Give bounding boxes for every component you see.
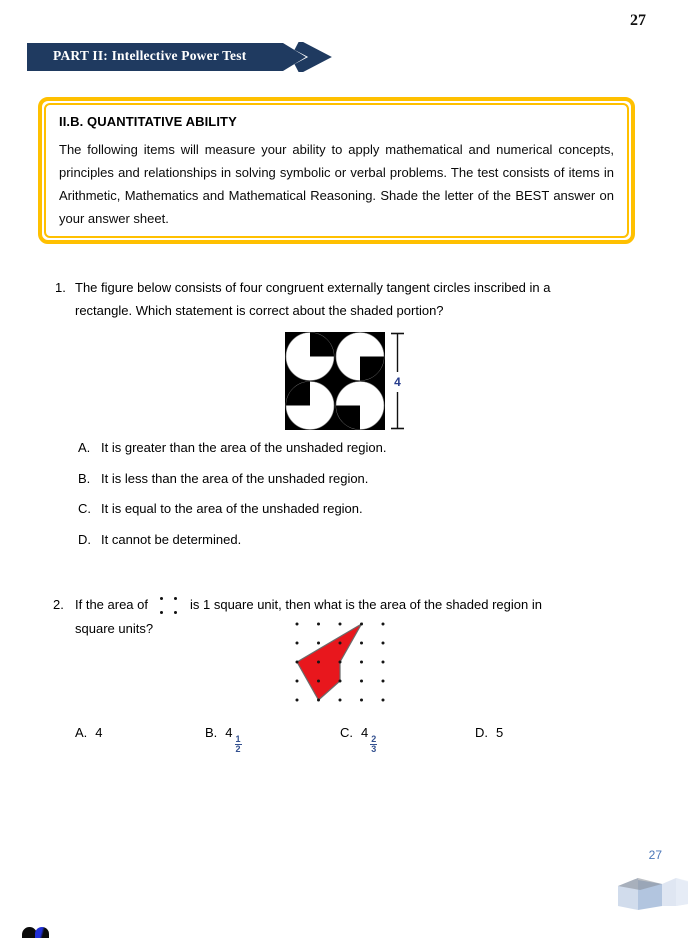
option-row-c [340, 725, 377, 755]
page-number-top: 27 [630, 12, 646, 29]
option-letter: C. [340, 725, 353, 740]
instructions-box-inner [44, 103, 629, 238]
question-2-options [0, 722, 688, 755]
option-letter: D. [78, 531, 91, 547]
option-row-d [78, 532, 386, 548]
option-letter: D. [475, 725, 488, 740]
option-value: 4 [225, 725, 233, 740]
circles-in-square-figure [285, 332, 385, 430]
question-1 [55, 276, 607, 322]
option-value: 4 [95, 725, 103, 740]
option-letter: B. [78, 470, 91, 486]
fraction: $\frac{1}{2}$ [235, 734, 241, 755]
question-2-text-before: If the area of [75, 597, 148, 612]
option-text: It is equal to the area of the unshaded region. [101, 501, 363, 516]
banner-title: PART II: Intellective Power Test [53, 48, 247, 63]
option-row-a [75, 725, 103, 740]
ribbon-arrow-graphic [610, 872, 688, 923]
option-text: It is less than the area of the unshaded region. [101, 470, 369, 486]
dimension-line [388, 332, 408, 430]
option-row-a [78, 440, 386, 456]
unit-square-dots-icon [155, 595, 183, 617]
ribbon-arrow-icon [610, 872, 688, 918]
question-1-figure [285, 332, 385, 435]
question-1-options [78, 440, 386, 562]
question-2-text-line2: square units? [75, 620, 154, 636]
part-banner [27, 42, 335, 72]
option-row-d [475, 725, 503, 740]
page-number-bottom: 27 [648, 848, 662, 862]
option-value: 4 [361, 725, 369, 740]
question-1-dimension [388, 332, 408, 435]
logo-blob-blue-icon [35, 927, 49, 938]
option-row-c [78, 501, 386, 517]
fraction: $\frac{2}{3}$ [371, 734, 377, 755]
section-heading: II.B. QUANTITATIVE ABILITY [59, 114, 237, 129]
question-2-number: 2. [53, 597, 64, 612]
option-value: 5 [496, 725, 504, 740]
question-1-number: 1. [55, 280, 66, 295]
option-text: It is greater than the area of the unshaded region. [101, 440, 387, 455]
dot-grid-polygon-figure [290, 619, 392, 709]
option-letter: A. [75, 725, 88, 740]
logo-fragment [22, 927, 52, 938]
question-1-text: The figure below consists of four congruent externally tangent circles inscribed in a rectangle. Which statement is correct about the shaded portion? [75, 280, 551, 318]
question-2-figure [290, 619, 392, 714]
option-letter: C. [78, 501, 91, 516]
instructions-box [38, 97, 635, 244]
dimension-label: 4 [394, 375, 401, 389]
question-2-text-after: is 1 square unit, then what is the area of the shaded region in [190, 597, 542, 612]
option-row-b [78, 471, 386, 487]
option-row-b [205, 725, 242, 755]
option-text: It cannot be determined. [101, 531, 242, 547]
option-letter: B. [205, 725, 218, 740]
section-instructions: The following items will measure your ability to apply mathematical and numerical concepts, principles and relationships in solving symbolic or verbal problems. The test consists of items in Arithmetic, Mathematics and Mathematical Reasoning. Shade the letter of the BEST answer on your answer sheet. [59, 142, 614, 226]
option-letter: A. [78, 440, 91, 455]
